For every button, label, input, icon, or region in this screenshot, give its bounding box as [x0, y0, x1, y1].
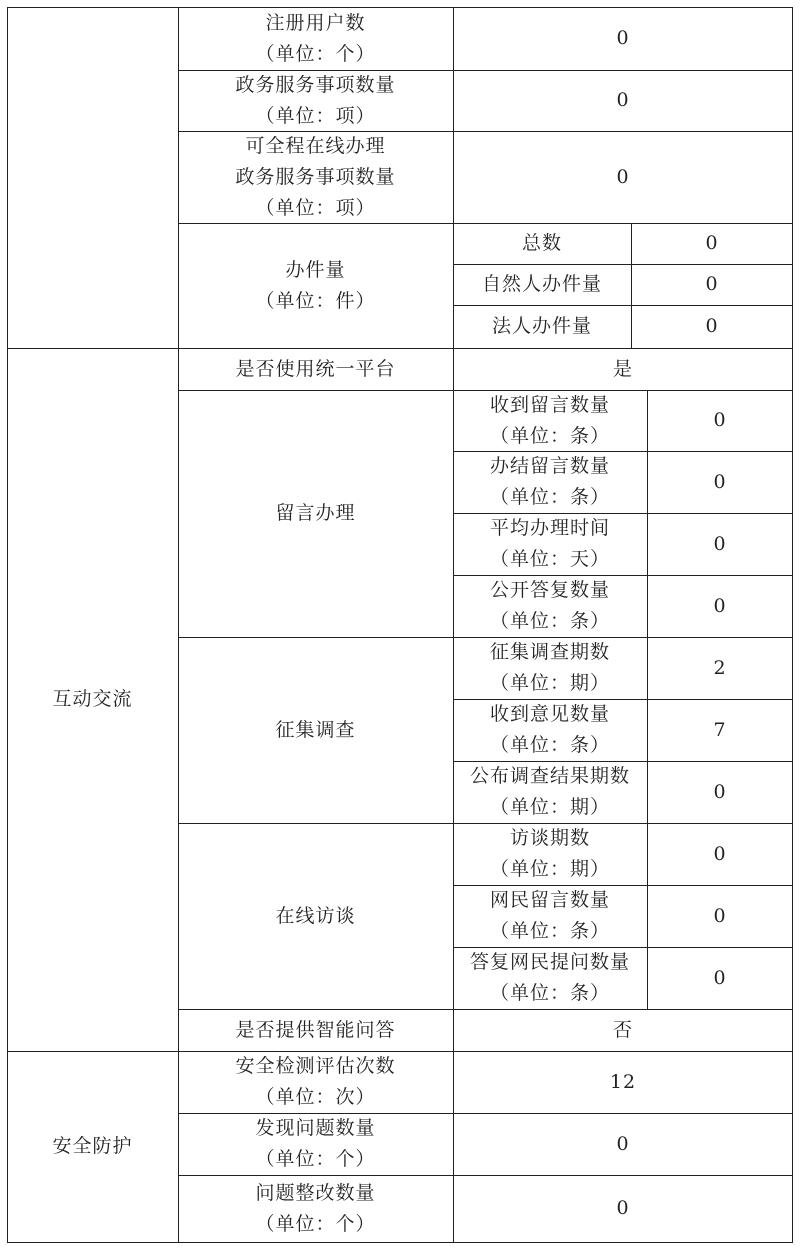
message-public-reply-value: 0 — [713, 594, 727, 617]
interview-periods-label: 访谈期数 （单位：期） — [489, 827, 610, 880]
security-issues-fixed-label: 问题整改数量 （单位：个） — [255, 1181, 376, 1235]
handling-natural-person-label: 自然人办件量 — [481, 273, 602, 295]
service-items-label: 政务服务事项数量 （单位：项） — [235, 73, 396, 127]
survey-periods-value: 2 — [713, 656, 727, 679]
message-completed-label: 办结留言数量 （单位：条） — [489, 455, 610, 508]
handling-legal-person-value: 0 — [705, 315, 719, 337]
interview-replies-value: 0 — [713, 966, 727, 989]
service-items-value: 0 — [616, 89, 630, 111]
survey-label: 征集调查 — [275, 718, 356, 741]
message-public-reply-label: 公开答复数量 （单位：条） — [489, 579, 610, 632]
unified-platform-value: 是 — [612, 357, 633, 380]
interaction-title: 互动交流 — [52, 688, 133, 710]
message-avg-time-value: 0 — [713, 532, 727, 555]
interview-periods-value: 0 — [713, 842, 727, 865]
interview-netizen-messages-value: 0 — [713, 904, 727, 927]
security-title: 安全防护 — [52, 1135, 133, 1157]
survey-opinions-label: 收到意见数量 （单位：条） — [489, 703, 610, 756]
survey-periods-label: 征集调查期数 （单位：期） — [489, 641, 610, 694]
online-items-value: 0 — [616, 165, 630, 188]
handling-total-value: 0 — [705, 232, 719, 254]
handling-total-label: 总数 — [521, 232, 562, 254]
message-label: 留言办理 — [275, 502, 356, 524]
security-issues-fixed-value: 0 — [616, 1197, 630, 1219]
survey-results-value: 0 — [713, 780, 727, 803]
unified-platform-label: 是否使用统一平台 — [235, 357, 396, 380]
security-checks-label: 安全检测评估次数 （单位：次） — [235, 1055, 396, 1108]
registered-users-value: 0 — [616, 27, 630, 49]
survey-results-label: 公布调查结果期数 （单位：期） — [469, 765, 630, 818]
message-received-label: 收到留言数量 （单位：条） — [489, 393, 610, 447]
security-checks-value: 12 — [609, 1070, 637, 1093]
interview-replies-label: 答复网民提问数量 （单位：条） — [469, 951, 630, 1004]
smart-qa-label: 是否提供智能问答 — [235, 1018, 396, 1041]
handling-legal-person-label: 法人办件量 — [491, 315, 592, 337]
online-items-label: 可全程在线办理 政务服务事项数量 （单位：项） — [235, 134, 396, 219]
survey-opinions-value: 7 — [713, 718, 727, 741]
handling-natural-person-value: 0 — [705, 273, 719, 295]
interview-label: 在线访谈 — [275, 904, 356, 927]
message-received-value: 0 — [713, 409, 727, 431]
message-completed-value: 0 — [713, 470, 727, 493]
handling-label: 办件量 （单位：件） — [255, 258, 376, 312]
interview-netizen-messages-label: 网民留言数量 （单位：条） — [489, 889, 610, 942]
smart-qa-value: 否 — [612, 1018, 633, 1041]
border-bottom — [7, 1242, 793, 1243]
security-issues-found-label: 发现问题数量 （单位：个） — [255, 1117, 376, 1170]
registered-users-label: 注册用户数 （单位：个） — [255, 11, 376, 65]
security-issues-found-value: 0 — [616, 1132, 630, 1155]
message-avg-time-label: 平均办理时间 （单位：天） — [489, 517, 610, 570]
